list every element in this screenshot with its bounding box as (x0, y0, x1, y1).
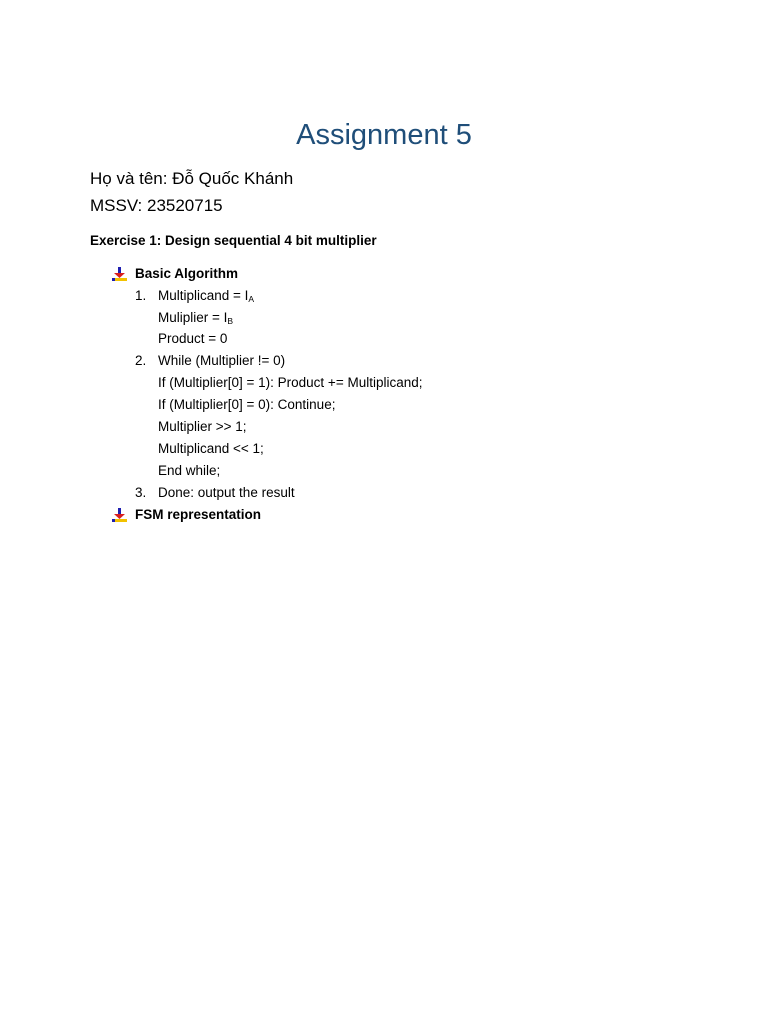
arrow-bullet-icon (112, 267, 127, 282)
algorithm-line: End while; (158, 463, 221, 478)
section-heading: Basic Algorithm (135, 266, 239, 281)
line-text: Multiplicand = I (158, 288, 249, 303)
step-number: 3. (135, 485, 147, 500)
subscript: B (227, 316, 234, 326)
algorithm-line: While (Multiplier != 0) (158, 353, 286, 368)
arrow-bullet-icon (112, 508, 127, 523)
algorithm-line: Done: output the result (158, 485, 295, 500)
section-basic-algorithm (112, 265, 238, 283)
step-number: 2. (135, 353, 147, 368)
step-number: 1. (135, 288, 147, 303)
algorithm-line: Product = 0 (158, 331, 228, 346)
student-id: MSSV: 23520715 (90, 196, 223, 215)
student-name: Họ và tên: Đỗ Quốc Khánh (90, 169, 294, 188)
section-heading: FSM representation (135, 507, 262, 522)
algorithm-line: If (Multiplier[0] = 0): Continue; (158, 397, 336, 412)
algorithm-line: Multiplier >> 1; (158, 419, 247, 434)
document-title: Assignment 5 (296, 119, 472, 151)
line-text: Muliplier = I (158, 310, 228, 325)
algorithm-line: If (Multiplier[0] = 1): Product += Multiplicand; (158, 375, 423, 390)
exercise-heading: Exercise 1: Design sequential 4 bit multiplier (90, 233, 377, 248)
algorithm-line (158, 309, 233, 330)
subscript: A (248, 294, 255, 304)
algorithm-line: Multiplicand << 1; (158, 441, 264, 456)
section-fsm-representation (112, 506, 261, 524)
algorithm-line (158, 287, 254, 308)
